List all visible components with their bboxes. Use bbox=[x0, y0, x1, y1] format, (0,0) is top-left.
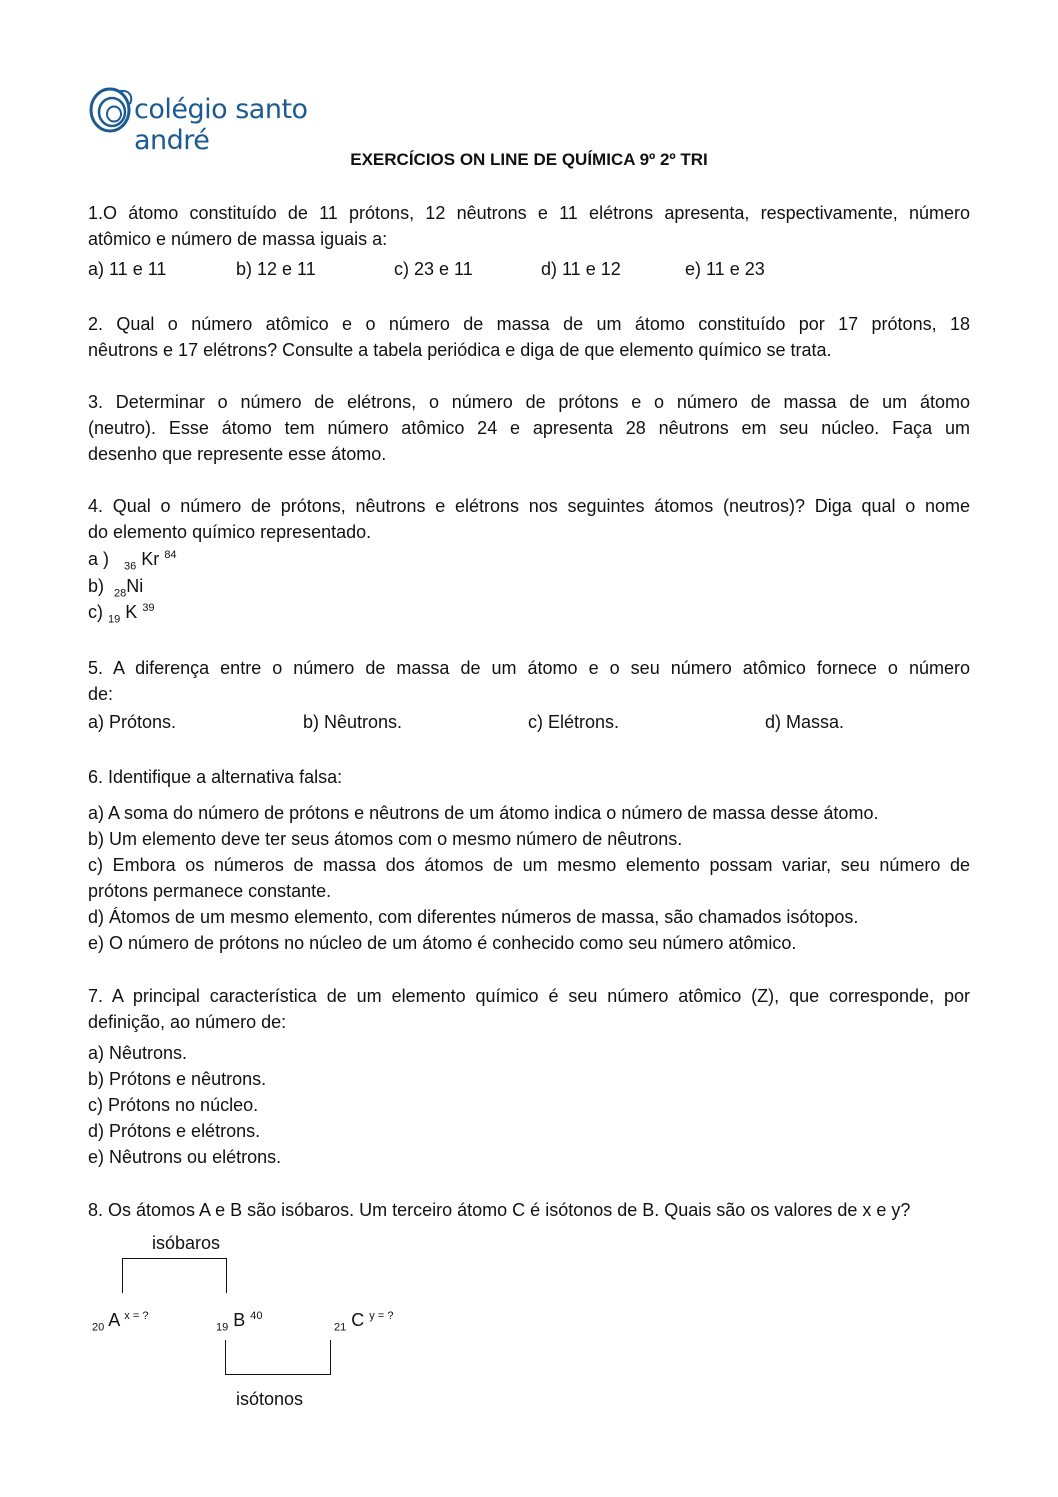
mass-number: 39 bbox=[142, 602, 155, 614]
q7-option-b: b) Prótons e nêutrons. bbox=[88, 1069, 267, 1089]
q4-line-2: do elemento químico representado. bbox=[88, 522, 372, 542]
element-symbol: C bbox=[351, 1310, 365, 1330]
isobaros-bracket bbox=[122, 1258, 227, 1293]
element-symbol: B bbox=[233, 1310, 246, 1330]
atom-b bbox=[216, 1310, 263, 1334]
q5-option-b: b) Nêutrons. bbox=[303, 712, 403, 732]
q7-option-c: c) Prótons no núcleo. bbox=[88, 1095, 259, 1115]
isobaros-label: isóbaros bbox=[152, 1233, 221, 1253]
q5-line-2: de: bbox=[88, 684, 114, 704]
q4-item-c bbox=[88, 602, 155, 626]
q7-line-1: 7. A principal característica de um elemento químico é seu número atômico (Z), que corresponde, por bbox=[88, 986, 970, 1006]
element-symbol: Kr bbox=[141, 549, 160, 569]
q7-option-e: e) Nêutrons ou elétrons. bbox=[88, 1147, 282, 1167]
q4-item-a bbox=[88, 549, 177, 573]
atomic-number: 19 bbox=[216, 1321, 229, 1334]
q4-item-label: c) bbox=[88, 602, 103, 622]
q2-line-2: nêutrons e 17 elétrons? Consulte a tabela periódica e diga de que elemento químico se trata. bbox=[88, 340, 832, 360]
q4-item-label: b) bbox=[88, 576, 105, 596]
q8-stem: 8. Os átomos A e B são isóbaros. Um terceiro átomo C é isótonos de B. Quais são os valores de x e y? bbox=[88, 1200, 911, 1220]
q3-line-1: 3. Determinar o número de elétrons, o número de prótons e o número de massa de um átomo bbox=[88, 392, 970, 412]
page-title: EXERCÍCIOS ON LINE DE QUÍMICA 9º 2º TRI bbox=[350, 150, 708, 169]
q1-option-b: b) 12 e 11 bbox=[236, 259, 316, 279]
mass-number: y = ? bbox=[369, 1310, 394, 1322]
mass-number: x = ? bbox=[124, 1310, 149, 1322]
q1-line-1: 1.O átomo constituído de 11 prótons, 12 nêutrons e 11 elétrons apresenta, respectivamente, número bbox=[88, 203, 970, 223]
q4-line-1: 4. Qual o número de prótons, nêutrons e elétrons nos seguintes átomos (neutros)? Diga qual o nome bbox=[88, 496, 970, 516]
q3-line-2: (neutro). Esse átomo tem número atômico 24 e apresenta 28 nêutrons em seu núcleo. Faça um bbox=[88, 418, 970, 438]
q7-option-d: d) Prótons e elétrons. bbox=[88, 1121, 261, 1141]
atomic-number: 28 bbox=[114, 587, 127, 600]
q5-line-1: 5. A diferença entre o número de massa de um átomo e o seu número atômico fornece o número bbox=[88, 658, 970, 678]
mass-number: 84 bbox=[164, 549, 177, 561]
atom-a bbox=[92, 1310, 148, 1334]
q3-line-3: desenho que represente esse átomo. bbox=[88, 444, 387, 464]
q4-item-label: a ) bbox=[88, 549, 110, 569]
q7-option-a: a) Nêutrons. bbox=[88, 1043, 188, 1063]
logo-text: colégio santo andré bbox=[134, 94, 308, 156]
element-symbol: Ni bbox=[126, 576, 144, 596]
mass-number: 40 bbox=[250, 1310, 263, 1322]
atom-c bbox=[334, 1310, 393, 1334]
q2-line-1: 2. Qual o número atômico e o número de massa de um átomo constituído por 17 prótons, 18 bbox=[88, 314, 970, 334]
q5-option-a: a) Prótons. bbox=[88, 712, 177, 732]
q6-option-d: d) Átomos de um mesmo elemento, com diferentes números de massa, são chamados isótopos. bbox=[88, 907, 859, 927]
isotonos-bracket bbox=[225, 1340, 331, 1375]
q7-line-2: definição, ao número de: bbox=[88, 1012, 287, 1032]
element-symbol: A bbox=[108, 1310, 120, 1330]
q5-option-d: d) Massa. bbox=[765, 712, 845, 732]
school-logo bbox=[88, 84, 388, 156]
q6-option-b: b) Um elemento deve ter seus átomos com o mesmo número de nêutrons. bbox=[88, 829, 683, 849]
q1-option-e: e) 11 e 23 bbox=[685, 259, 765, 279]
element-symbol: K bbox=[125, 602, 138, 622]
atomic-number: 36 bbox=[124, 560, 137, 573]
atomic-number: 19 bbox=[108, 613, 121, 626]
q6-stem: 6. Identifique a alternativa falsa: bbox=[88, 767, 343, 787]
q6-option-c-line-1: c) Embora os números de massa dos átomos de um mesmo elemento possam variar, seu número de bbox=[88, 855, 970, 875]
q1-option-c: c) 23 e 11 bbox=[394, 259, 473, 279]
atomic-number: 21 bbox=[334, 1321, 347, 1334]
isotonos-label: isótonos bbox=[236, 1389, 304, 1409]
q6-option-e: e) O número de prótons no núcleo de um átomo é conhecido como seu número atômico. bbox=[88, 933, 797, 953]
q4-item-b bbox=[88, 576, 143, 600]
swirl-logo-icon bbox=[88, 84, 136, 136]
q1-option-a: a) 11 e 11 bbox=[88, 259, 167, 279]
atomic-number: 20 bbox=[92, 1321, 105, 1334]
q5-option-c: c) Elétrons. bbox=[528, 712, 620, 732]
q6-option-c-line-2: prótons permanece constante. bbox=[88, 881, 332, 901]
q6-option-a: a) A soma do número de prótons e nêutrons de um átomo indica o número de massa desse átomo. bbox=[88, 803, 879, 823]
q1-option-d: d) 11 e 12 bbox=[541, 259, 621, 279]
q1-line-2: atômico e número de massa iguais a: bbox=[88, 229, 388, 249]
